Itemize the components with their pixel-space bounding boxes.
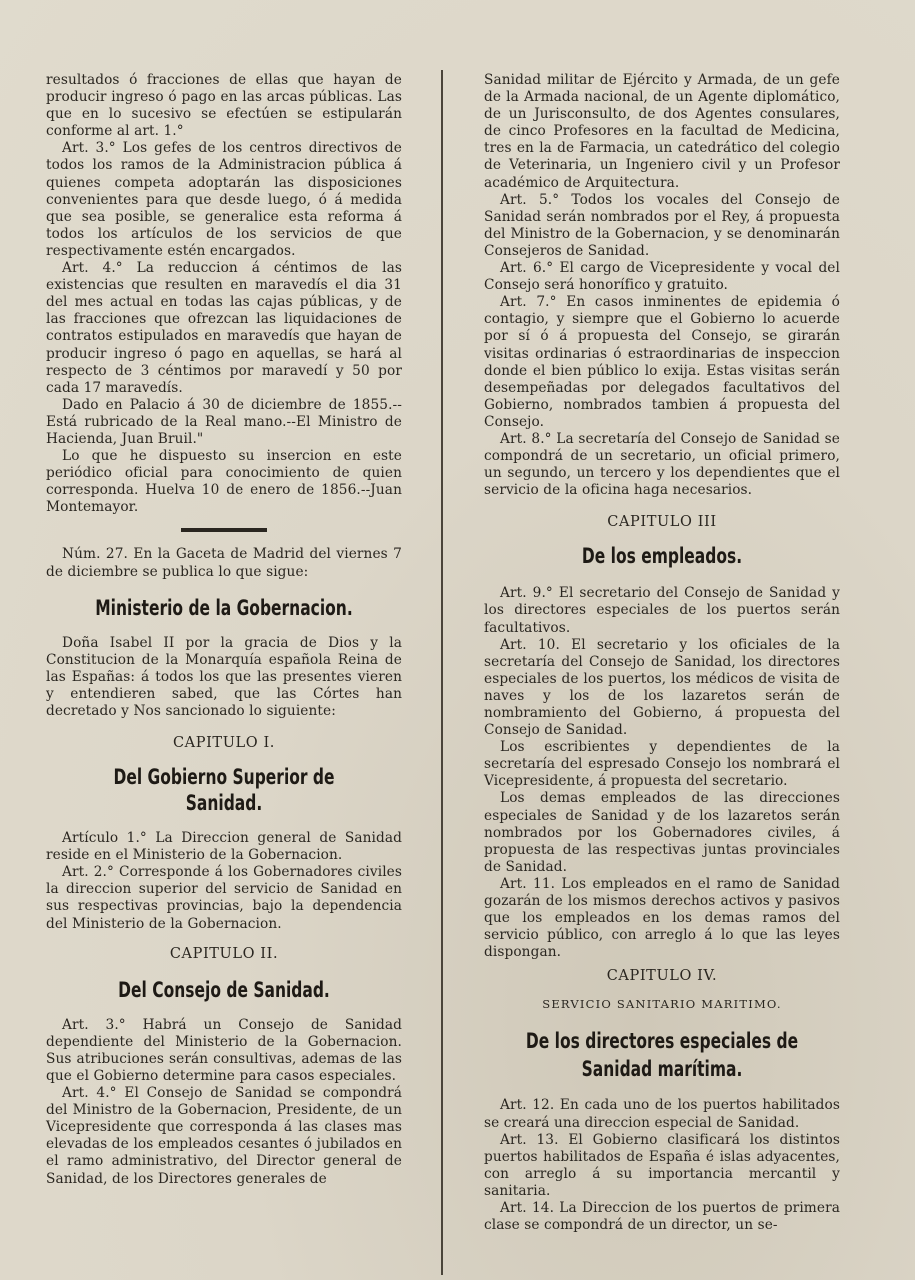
left-column [46,72,402,1188]
right-column [484,72,840,1234]
subheading-maritimo: SERVICIO SANITARIO MARITIMO. [542,997,782,1012]
paragraph-art-4: Art. 4.° La reduccion á céntimos de las existencias que resulten en maravedís el dia 31 del mes actual en todas las cajas públicas, y de las fracciones que ofrezcan las liquidaciones de contratos estipulados en maravedís que hayan de producir ingreso ó pago en aquellas, se hará al respecto de 3 céntimos por maravedí y 50 por cada 17 maravedís. [46,260,402,396]
heading-empleados: De los empleados. [581,544,743,569]
paragraph-art-9: Art. 9.° El secretario del Consejo de Sanidad y los directores especiales de los puertos serán facultativos. [484,585,840,636]
paragraph: resultados ó fracciones de ellas que hayan de producir ingreso ó pago en las arcas públicas. Las que en lo sucesivo se efectúen se estipularán conforme al art. 1.° [46,72,402,140]
paragraph-art-3: Art. 3.° Los gefes de los centros directivos de todos los ramos de la Administracion pública á quienes competa adoptarán las disposiciones convenientes para que desde luego, ó á medida que sea posible, se generalice esta reforma á todos los artículos de los servicios de que respectivamente estén encargados. [46,140,402,259]
paragraph-num-27: Núm. 27. En la Gaceta de Madrid del viernes 7 de diciembre se publica lo que sigue: [46,546,402,580]
paragraph-insercion: Lo que he dispuesto su insercion en este periódico oficial para conocimiento de quien corresponda. Huelva 10 de enero de 1856.--Juan Montemayor. [46,448,402,516]
heading-consejo: Del Consejo de Sanidad. [118,977,330,1002]
heading-ministerio: Ministerio de la Gobernacion. [95,595,353,620]
paragraph-art-12: Art. 12. En cada uno de los puertos habilitados se creará una direccion especial de Sanidad. [484,1097,840,1131]
heading-gobierno-superior: Del Gobierno Superior de Sanidad. [113,765,335,816]
paragraph-art-2: Art. 2.° Corresponde á los Gobernadores civiles la direccion superior del servicio de Sanidad en sus respectivas provincias, bajo la dependencia del Ministerio de la Gobernacion. [46,864,402,932]
paragraph-demas-empleados: Los demas empleados de las direcciones especiales de Sanidad y de los lazaretos serán nombrados por los Gobernadores civiles, á propuesta de las respectivas juntas provinciales de Sanidad. [484,790,840,875]
paragraph-art-4-consejo: Art. 4.° El Consejo de Sanidad se compondrá del Ministro de la Gobernacion, Presidente, de un Vicepresidente que corresponda á las clases mas elevadas de los empleados cesantes ó jubilados en el ramo administrativo, del Director general de Sanidad, de los Directores generales de [46,1085,402,1187]
paragraph-art-6: Art. 6.° El cargo de Vicepresidente y vocal del Consejo será honorífico y gratuito. [484,260,840,294]
paragraph-escribientes: Los escribientes y dependientes de la secretaría del espresado Consejo los nombrará el Vicepresidente, á propuesta del secretario. [484,739,840,790]
heading-directores-especiales: De los directores especiales de Sanidad marítima. [525,1029,799,1082]
chapter-4-label: CAPITULO IV. [606,968,718,985]
chapter-2-label: CAPITULO II. [169,945,279,962]
paragraph-art-7: Art. 7.° En casos inminentes de epidemia ó contagio, y siempre que el Gobierno lo acuerde por sí ó á propuesta del Consejo, se girarán visitas ordinarias ó estraordinarias de inspeccion donde el bien público lo exija. Estas visitas serán desempeñadas por delegados facultativos del Gobierno, nombrados tambien á propuesta del Consejo. [484,294,840,430]
paragraph-art-13: Art. 13. El Gobierno clasificará los distintos puertos habilitados de España é islas adyacentes, con arreglo á su importancia mercantil y sanitaria. [484,1131,840,1199]
paragraph-art-3-consejo: Art. 3.° Habrá un Consejo de Sanidad dependiente del Ministerio de la Gobernacion. Sus atribuciones serán consultivas, ademas de las que el Gobierno determine para casos especiales. [46,1016,402,1084]
paragraph-preamble: Doña Isabel II por la gracia de Dios y la Constitucion de la Monarquía española Reina de las Españas: á todos los que las presentes vieren y entendieren sabed, que las Córtes han decretado y Nos sancionado lo siguiente: [46,634,402,719]
paragraph-art-1: Artículo 1.° La Direccion general de Sanidad reside en el Ministerio de la Gobernacion. [46,830,402,864]
paragraph-continuation: Sanidad militar de Ejército y Armada, de un gefe de la Armada nacional, de un Agente diplomático, de un Jurisconsulto, de dos Agentes consulares, de cinco Profesores en la facultad de Medicina, tres en la de Farmacia, un catedrático del colegio de Veterinaria, un Ingeniero civil y un Profesor académico de Arquitectura. [484,72,840,191]
column-divider [441,70,443,1275]
chapter-1-label: CAPITULO I. [172,735,275,752]
paragraph-art-5: Art. 5.° Todos los vocales del Consejo de Sanidad serán nombrados por el Rey, á propuesta del Ministro de la Gobernacion, y se denominarán Consejeros de Sanidad. [484,191,840,259]
paragraph-art-14: Art. 14. La Direccion de los puertos de primera clase se compondrá de un director, un se- [484,1199,840,1234]
paragraph-art-10: Art. 10. El secretario y los oficiales de la secretaría del Consejo de Sanidad, los directores especiales de los puertos, los médicos de visita de naves y los de los lazaretos serán de nombramiento del Gobierno, á propuesta del Consejo de Sanidad. [484,636,840,739]
paragraph-art-8: Art. 8.° La secretaría del Consejo de Sanidad se compondrá de un secretario, un oficial primero, un segundo, un tercero y los dependientes que el servicio de la oficina haga necesarios. [484,430,840,499]
paragraph-art-11: Art. 11. Los empleados en el ramo de Sanidad gozarán de los mismos derechos activos y pasivos que los empleados en los demas ramos del servicio público, con arreglo á lo que las leyes dispongan. [484,875,840,961]
chapter-3-label: CAPITULO III [607,514,717,531]
paragraph-dado: Dado en Palacio á 30 de diciembre de 1855.--Está rubricado de la Real mano.--El Ministro de Hacienda, Juan Bruil." [46,396,402,447]
